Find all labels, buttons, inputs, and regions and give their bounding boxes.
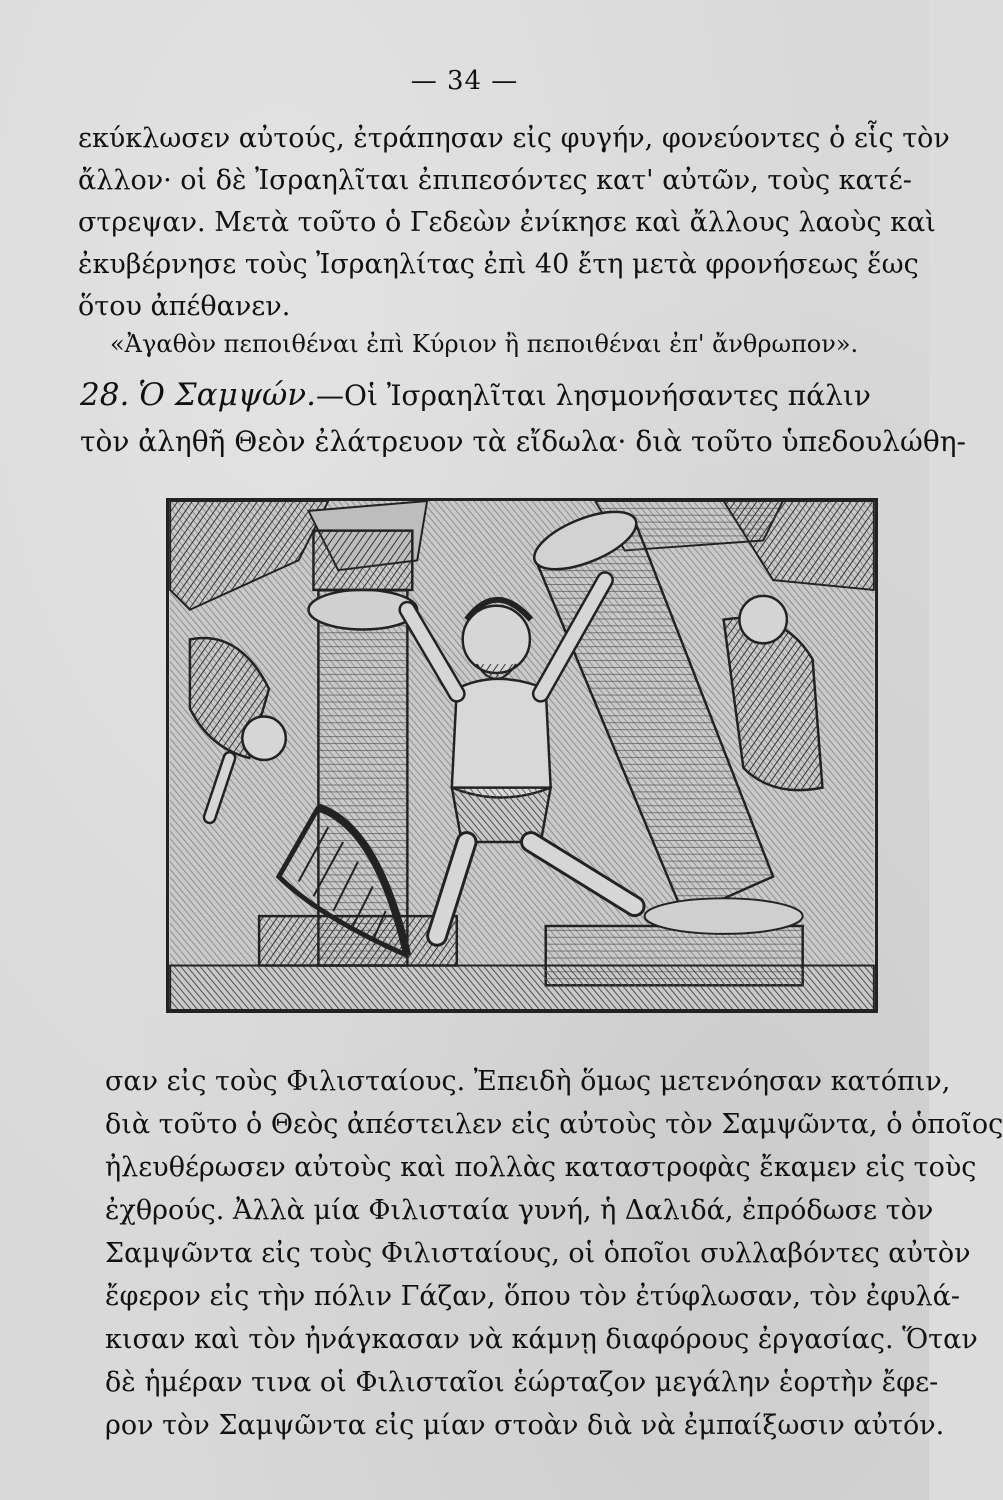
section-start <box>80 372 966 465</box>
text-line: τὸν ἀληθῆ Θεὸν ἐλάτρευον τὰ εἴδωλα· διὰ τοῦτο ὑπεδουλώθη- <box>80 425 966 458</box>
text-line: σαν εἰς τοὺς Φιλισταίους. Ἐπειδὴ ὅμως μετενόησαν κατόπιν, <box>105 1066 951 1097</box>
section-text: —Οἱ Ἰσραηλῖται λησμονήσαντες πάλιν <box>316 379 871 412</box>
text-line: ἐκυβέρνησε τοὺς Ἰσραηλίτας ἐπὶ 40 ἔτη μετὰ φρονήσεως ἕως <box>78 249 919 280</box>
quote-line: «Ἀγαθὸν πεποιθέναι ἐπὶ Κύριον ἢ πεποιθέναι ἐπ' ἄνθρωπον». <box>110 330 859 358</box>
section-heading-line <box>80 372 880 419</box>
text-line: Σαμψῶντα εἰς τοὺς Φιλισταίους, οἱ ὁποῖοι συλλαβόντες αὐτὸν <box>105 1238 971 1269</box>
text-line: κισαν καὶ τὸν ἠνάγκασαν νὰ κάμνῃ διαφόρους ἐργασίας. Ὅταν <box>105 1324 978 1355</box>
engraving-image <box>169 501 875 1010</box>
section-number: 28. <box>80 377 130 413</box>
text-line: ἠλευθέρωσεν αὐτοὺς καὶ πολλὰς καταστροφὰς ἔκαμεν εἰς τοὺς <box>105 1152 977 1183</box>
text-line: ὅτου ἀπέθανεν. <box>78 291 291 322</box>
page-number: — 34 — <box>410 66 519 96</box>
section-title: Ὁ Σαμψών. <box>138 377 316 413</box>
text-line: διὰ τοῦτο ὁ Θεὸς ἀπέστειλεν εἰς αὐτοὺς τὸν Σαμψῶντα, ὁ ὁποῖος <box>105 1109 1003 1140</box>
text-line: στρεψαν. Μετὰ τοῦτο ὁ Γεδεὼν ἐνίκησε καὶ ἄλλους λαοὺς καὶ <box>78 207 936 238</box>
text-line: εκύκλωσεν αὐτούς, ἐτράπησαν εἰς φυγήν, φονεύοντες ὁ εἷς τὸν <box>78 123 950 154</box>
text-line: ἔφερον εἰς τὴν πόλιν Γάζαν, ὅπου τὸν ἐτύφλωσαν, τὸν ἐφυλά- <box>105 1281 961 1312</box>
samson-illustration <box>166 498 878 1013</box>
text-line: δὲ ἡμέραν τινα οἱ Φιλισταῖοι ἑώρταζον μεγάλην ἑορτὴν ἔφε- <box>105 1367 939 1398</box>
bottom-paragraph <box>105 1060 1003 1447</box>
top-paragraph <box>78 118 950 328</box>
text-line: ρον τὸν Σαμψῶντα εἰς μίαν στοὰν διὰ νὰ ἐμπαίξωσιν αὐτόν. <box>105 1410 945 1441</box>
text-line: ἐχθρούς. Ἀλλὰ μία Φιλισταία γυνή, ἡ Δαλιδά, ἐπρόδωσε τὸν <box>105 1195 934 1226</box>
proverb-quote <box>110 326 880 362</box>
text-line: ἄλλον· οἱ δὲ Ἰσραηλῖται ἐπιπεσόντες κατ' αὐτῶν, τοὺς κατέ- <box>78 165 912 196</box>
